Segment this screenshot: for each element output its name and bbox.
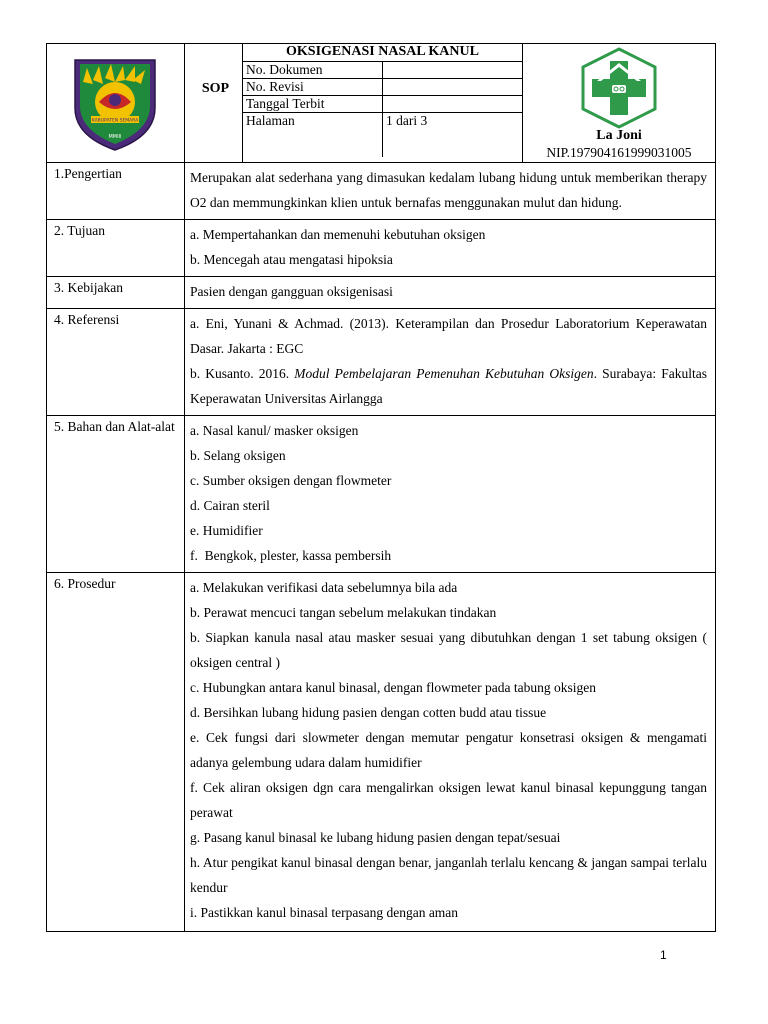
section-label: 3. Kebijakan [47,277,185,309]
list-item: a. Melakukan verifikasi data sebelumnya bila ada [190,580,458,595]
signer-cell [523,44,716,163]
reference-title: Modul Pembelajaran Pemenuhan Kebutuhan Oksigen [294,366,594,381]
list-item: e. Cek fungsi dari slowmeter dengan memutar pengatur konsetrasi oksigen & mengamati adanya gelembung udara dalam humidifier [190,730,707,770]
list-item: h. Atur pengikat kanul binasal dengan benar, janganlah terlalu kencang & jangan sampai terlalu kendur [190,855,707,895]
list-item: a. Mempertahankan dan memenuhi kebutuhan oksigen [190,227,486,242]
sop-table [46,43,716,932]
list-item: e. Humidifier [190,523,263,538]
sop-label: SOP [201,81,230,96]
meta-label-halaman: Halaman [243,113,383,158]
list-item: f. Bengkok, plester, kassa pembersih [190,548,392,563]
meta-value-tanggal-terbit [383,96,523,113]
section-label: 4. Referensi [47,309,185,416]
meta-value-no-dokumen [383,62,523,79]
reference-item [190,361,707,411]
list-item: i. Pastikkan kanul binasal terpasang dengan aman [190,905,459,920]
meta-value-no-revisi [383,79,523,96]
health-cross-logo [579,47,659,129]
list-item: a. Nasal kanul/ masker oksigen [190,423,359,438]
meta-label-tanggal-terbit: Tanggal Terbit [243,96,383,113]
list-item: b. Mencegah atau mengatasi hipoksia [190,252,393,267]
signer-name: La Joni [596,128,642,143]
section-text: Merupakan alat sederhana yang dimasukan kedalam lubang hidung untuk memberikan therapy O2 dan memmungkinkan klien untuk bernafas menggunakan mulut dan hidung. [190,170,707,210]
section-label: 6. Prosedur [47,573,185,932]
section-label: 2. Tujuan [47,220,185,277]
document-meta-table [243,44,522,157]
section-label: 5. Bahan dan Alat-alat [47,416,185,573]
sop-document [46,43,716,932]
list-item: g. Pasang kanul binasal ke lubang hidung pasien dengan tepat/sesuai [190,830,561,845]
reference-author: b. Kusanto. 2016. [190,366,295,381]
section-referensi [47,309,716,416]
signer-nip: NIP.197904161999031005 [546,145,692,160]
list-item: b. Perawat mencuci tangan sebelum melakukan tindakan [190,605,497,620]
section-text: Pasien dengan gangguan oksigenisasi [190,284,393,299]
emblem-motto-text: MMIII [108,134,122,140]
document-meta-cell [243,44,523,163]
list-item: b. Selang oksigen [190,448,286,463]
sop-label-cell [185,44,243,163]
section-pengertian [47,163,716,220]
list-item: d. Cairan steril [190,498,270,513]
emblem-banner-text: KABUPATEN SEMARA [91,118,139,124]
meta-label-no-revisi: No. Revisi [243,79,383,96]
section-label: 1.Pengertian [47,163,185,220]
list-item: b. Siapkan kanula nasal atau masker sesuai yang dibutuhkan dengan 1 set tabung oksigen ( oksigen central ) [190,630,707,670]
regency-emblem-logo [47,44,184,158]
header-row [47,44,716,163]
list-item: c. Sumber oksigen dengan flowmeter [190,473,392,488]
section-prosedur [47,573,716,932]
list-item: d. Bersihkan lubang hidung pasien dengan cotten budd atau tissue [190,705,547,720]
logo-cell [47,44,185,163]
section-bahan-alat [47,416,716,573]
meta-label-no-dokumen: No. Dokumen [243,62,383,79]
page-number: 1 [660,948,667,962]
reference-item: a. Eni, Yunani & Achmad. (2013). Keterampilan dan Prosedur Laboratorium Keperawatan Dasar. Jakarta : EGC [190,316,707,356]
document-title: OKSIGENASI NASAL KANUL [243,44,522,62]
section-tujuan [47,220,716,277]
list-item: f. Cek aliran oksigen dgn cara mengalirkan oksigen lewat kanul binasal kepunggung tangan perawat [190,780,707,820]
meta-value-halaman: 1 dari 3 [386,113,428,128]
list-item: c. Hubungkan antara kanul binasal, dengan flowmeter pada tabung oksigen [190,680,596,695]
section-kebijakan [47,277,716,309]
reference-publisher: . Surabaya: Fakultas Keperawatan Universitas Airlangga [190,366,707,406]
